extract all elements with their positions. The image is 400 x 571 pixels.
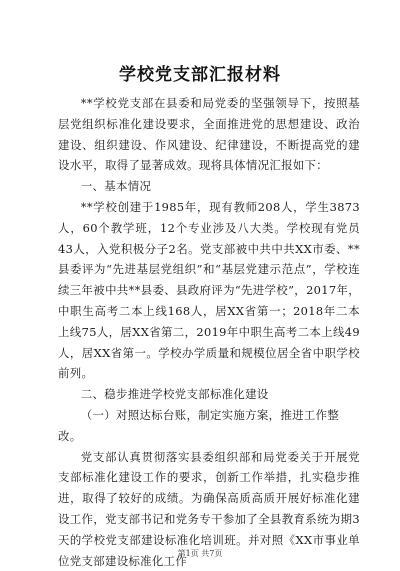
- section-heading-standardization: 二、稳步推进学校党支部标准化建设: [80, 387, 269, 402]
- intro-paragraph: **学校党支部在县委和局党委的坚强领导下，按照基层党组织标准化建设要求，全面推进党的思想建设、政治建设、组织建设、作风建设、纪律建设，不断提高党的建设水平，取得了显著成效。现将具体情况汇报如下：: [58, 96, 360, 173]
- document-title: 学校党支部汇报材料: [119, 65, 281, 85]
- basic-info-paragraph: **学校创建于1985年，现有教师208人，学生3873人，60个教学班，12个专业涉及八大类。学校现有党员43人，入党积极分子2名。党支部被中共中共XX市委、**县委评为“先进基层党组织”和“基层党建示范点”，学校连续三年被中共**县委、县政府评为“先进学校”，2017年，中职生高考二本上线168人，居XX省第一；2018年二本上线75人，居XX省第二，2019年中职生高考二本上线49人，居XX省第一。学校办学质量和规模位居全省中职学校前列。: [58, 199, 360, 381]
- subsection-heading-1: （一）对照达标台账，制定实施方案，推进工作整改。: [58, 407, 340, 443]
- standardization-paragraph: 党支部认真贯彻落实县委组织部和局党委关于开展党支部标准化建设工作的要求，创新工作举措，扎实稳步推进，取得了较好的成绩。为确保高质高质开展好标准化建设工作，党支部书记和党务专干参加了全县教育系统为期3天的学校党支部建设标准化培训班。并对照《XX市事业单位党支部建设标准化工作: [58, 449, 360, 568]
- page-number-footer: 第1页 共7页: [177, 549, 223, 558]
- document-body: [58, 93, 360, 571]
- section-heading-basic-info: 一、基本情况: [80, 179, 152, 194]
